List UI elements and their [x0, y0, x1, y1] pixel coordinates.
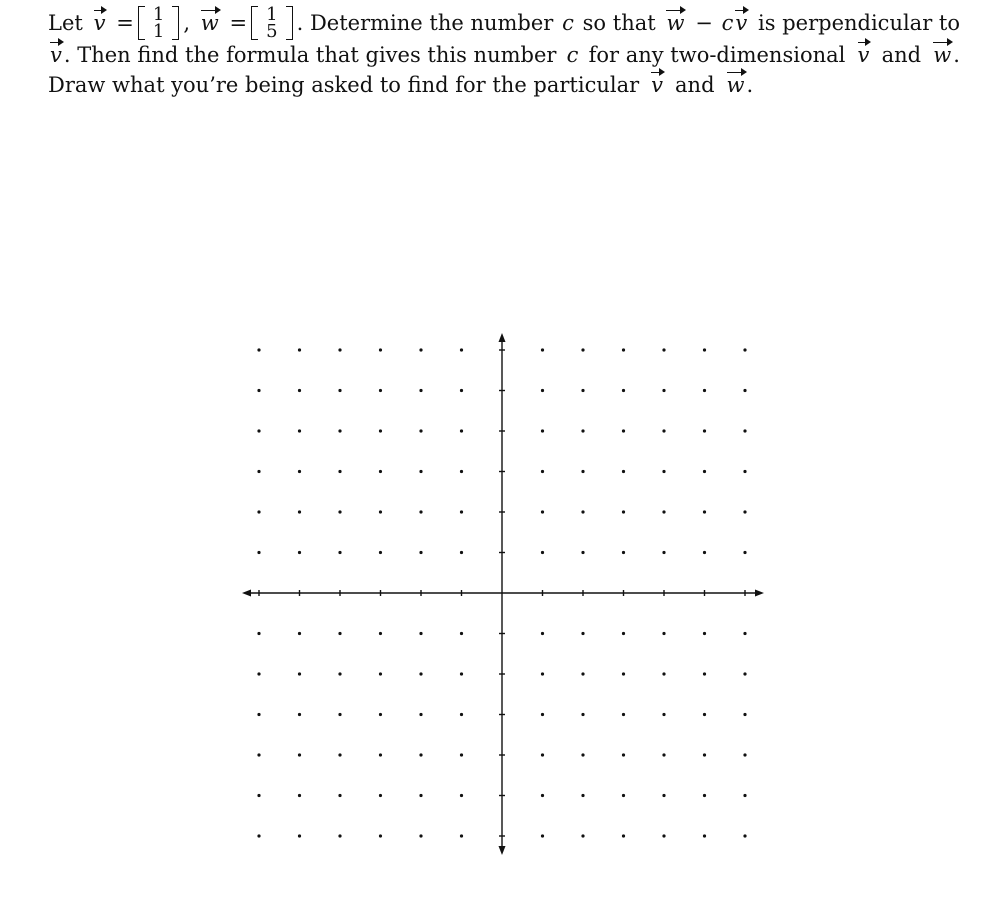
grid-dot: [541, 713, 544, 716]
grid-dot: [460, 632, 463, 635]
grid-dot: [622, 470, 625, 473]
grid-dot: [703, 348, 706, 351]
grid-dot: [298, 753, 301, 756]
grid-dot: [419, 551, 422, 554]
grid-dot: [460, 672, 463, 675]
grid-dot: [743, 510, 746, 513]
grid-dot: [379, 753, 382, 756]
grid-dot: [622, 672, 625, 675]
grid-dot: [581, 753, 584, 756]
grid-dot: [743, 794, 746, 797]
grid-dot: [743, 470, 746, 473]
grid-dot: [338, 348, 341, 351]
grid-dot: [419, 794, 422, 797]
grid-dot: [743, 834, 746, 837]
vector-v-symbol-3: v: [48, 41, 64, 70]
grid-dot: [581, 429, 584, 432]
grid-dot: [298, 389, 301, 392]
grid-dot: [379, 551, 382, 554]
grid-dot: [379, 348, 382, 351]
grid-dot: [743, 753, 746, 756]
grid-dot: [622, 510, 625, 513]
grid-dot: [581, 632, 584, 635]
grid-dot: [703, 753, 706, 756]
grid-dot: [460, 834, 463, 837]
grid-dot: [622, 632, 625, 635]
c-symbol-3: c: [566, 42, 579, 67]
and-word-2: and: [675, 72, 715, 97]
grid-dot: [257, 794, 260, 797]
grid-dot: [338, 672, 341, 675]
problem-line-1: [48, 6, 960, 40]
grid-dot: [419, 632, 422, 635]
dot-grid-graph[interactable]: [230, 325, 775, 869]
grid-dot: [703, 470, 706, 473]
grid-dot: [703, 389, 706, 392]
grid-dot: [662, 470, 665, 473]
grid-dot: [662, 510, 665, 513]
grid-dot: [379, 713, 382, 716]
vector-w-symbol-2: w: [664, 9, 686, 38]
vector-w-symbol-3: w: [931, 41, 953, 70]
grid-dot: [460, 794, 463, 797]
grid-dot: [298, 470, 301, 473]
grid-dot: [622, 794, 625, 797]
perpendicular-text: is perpendicular to: [758, 10, 960, 35]
grid-dot: [298, 834, 301, 837]
grid-dot: [541, 551, 544, 554]
c-symbol: c: [562, 10, 574, 35]
grid-dot: [662, 713, 665, 716]
grid-dot: [622, 429, 625, 432]
grid-dot: [338, 510, 341, 513]
grid-dot: [460, 470, 463, 473]
grid-dot: [298, 713, 301, 716]
grid-dot: [743, 551, 746, 554]
grid-dot: [622, 348, 625, 351]
grid-dot: [419, 510, 422, 513]
vector-v-symbol-2: v: [733, 9, 749, 38]
grid-dot: [662, 348, 665, 351]
grid-dot: [581, 713, 584, 716]
minus-sign: −: [695, 10, 713, 35]
grid-dot: [379, 429, 382, 432]
grid-dot: [257, 632, 260, 635]
grid-dot: [379, 389, 382, 392]
w-entry-1: 1: [266, 4, 278, 25]
grid-dot: [622, 389, 625, 392]
grid-dot: [743, 672, 746, 675]
grid-dot: [743, 389, 746, 392]
v-entry-2: 1: [152, 21, 165, 42]
y-axis-down-arrow: [499, 846, 506, 855]
grid-dot: [662, 834, 665, 837]
grid-dot: [298, 510, 301, 513]
x-axis-right-arrow: [755, 590, 764, 597]
grid-dot: [581, 551, 584, 554]
vector-w-symbol-4: w: [725, 71, 747, 100]
grid-dot: [541, 672, 544, 675]
period-2: .: [746, 72, 754, 97]
vector-v-matrix: [138, 6, 179, 40]
grid-dot: [419, 348, 422, 351]
grid-dot: [338, 632, 341, 635]
grid-dot: [703, 794, 706, 797]
y-axis-up-arrow: [499, 333, 506, 342]
grid-dot: [419, 470, 422, 473]
vector-v-symbol-4: v: [856, 41, 872, 70]
vector-w-symbol: w: [199, 9, 221, 38]
grid-dot: [419, 389, 422, 392]
grid-dot: [298, 429, 301, 432]
grid-dot: [662, 753, 665, 756]
v-entry-1: 1: [152, 4, 165, 25]
grid-dot: [703, 429, 706, 432]
and-word: and: [881, 42, 922, 67]
grid-dot: [419, 672, 422, 675]
vector-v-symbol: v: [92, 9, 108, 38]
then-find-text: . Then find the formula that gives this number: [63, 42, 557, 67]
grid-dot: [541, 632, 544, 635]
grid-dot: [662, 632, 665, 635]
grid-dot: [743, 632, 746, 635]
c-symbol-2: c: [721, 10, 734, 35]
grid-dot: [298, 551, 301, 554]
grid-dot: [460, 389, 463, 392]
grid-dot: [419, 429, 422, 432]
grid-dot: [460, 753, 463, 756]
grid-dot: [460, 713, 463, 716]
grid-dot: [257, 510, 260, 513]
period: .: [953, 42, 960, 67]
grid-dot: [662, 794, 665, 797]
grid-dot: [298, 348, 301, 351]
grid-dot: [298, 794, 301, 797]
grid-dot: [460, 510, 463, 513]
grid-dot: [622, 834, 625, 837]
grid-dot: [379, 470, 382, 473]
grid-dot: [703, 713, 706, 716]
grid-dot: [257, 672, 260, 675]
grid-dot: [703, 672, 706, 675]
grid-dot: [460, 348, 463, 351]
coordinate-plane[interactable]: [230, 325, 775, 865]
grid-dot: [581, 470, 584, 473]
so-that-text: so that: [582, 10, 656, 35]
draw-text: Draw what you’re being asked to find for the particular: [48, 72, 640, 97]
grid-dot: [338, 389, 341, 392]
grid-dot: [581, 794, 584, 797]
grid-dot: [257, 834, 260, 837]
grid-dot: [419, 713, 422, 716]
grid-dot: [703, 510, 706, 513]
vector-v-symbol-5: v: [649, 71, 665, 100]
grid-dot: [257, 389, 260, 392]
grid-dot: [622, 713, 625, 716]
grid-dot: [743, 429, 746, 432]
vector-w-matrix: [251, 6, 292, 40]
grid-dot: [541, 348, 544, 351]
grid-dot: [257, 713, 260, 716]
grid-dot: [662, 551, 665, 554]
equals-sign-2: =: [229, 10, 248, 35]
grid-dot: [662, 672, 665, 675]
problem-line-2: [48, 40, 960, 70]
equals-sign: =: [116, 10, 134, 35]
grid-dot: [338, 834, 341, 837]
grid-dot: [541, 470, 544, 473]
grid-dot: [703, 834, 706, 837]
grid-dot: [541, 834, 544, 837]
for-any-text: for any two-dimensional: [588, 42, 846, 67]
grid-dot: [419, 753, 422, 756]
grid-dot: [581, 672, 584, 675]
grid-dot: [581, 389, 584, 392]
grid-dot: [257, 470, 260, 473]
grid-dot: [703, 632, 706, 635]
grid-dot: [338, 551, 341, 554]
grid-dot: [662, 389, 665, 392]
grid-dot: [379, 632, 382, 635]
comma: ,: [183, 10, 190, 35]
grid-dot: [298, 632, 301, 635]
grid-dot: [338, 470, 341, 473]
grid-dot: [541, 429, 544, 432]
grid-dot: [622, 753, 625, 756]
grid-dot: [581, 510, 584, 513]
determine-text: . Determine the number: [296, 10, 554, 35]
grid-dot: [257, 348, 260, 351]
problem-statement: [48, 6, 960, 100]
x-axis-left-arrow: [242, 590, 251, 597]
grid-dot: [581, 834, 584, 837]
w-entry-2: 5: [266, 21, 278, 42]
grid-dot: [703, 551, 706, 554]
grid-dot: [460, 551, 463, 554]
grid-dot: [257, 429, 260, 432]
grid-dot: [379, 794, 382, 797]
let-word: Let: [48, 10, 83, 35]
grid-dot: [257, 551, 260, 554]
grid-dot: [298, 672, 301, 675]
grid-dot: [338, 794, 341, 797]
problem-line-3: [48, 70, 960, 100]
grid-dot: [338, 429, 341, 432]
grid-dot: [460, 429, 463, 432]
grid-dot: [379, 672, 382, 675]
grid-dot: [743, 348, 746, 351]
grid-dot: [622, 551, 625, 554]
grid-dot: [541, 794, 544, 797]
grid-dot: [379, 510, 382, 513]
grid-dot: [541, 753, 544, 756]
grid-dot: [419, 834, 422, 837]
grid-dot: [338, 753, 341, 756]
grid-dot: [379, 834, 382, 837]
grid-dot: [541, 389, 544, 392]
grid-dot: [338, 713, 341, 716]
grid-dot: [541, 510, 544, 513]
grid-dot: [662, 429, 665, 432]
grid-dot: [581, 348, 584, 351]
grid-dot: [257, 753, 260, 756]
grid-dot: [743, 713, 746, 716]
